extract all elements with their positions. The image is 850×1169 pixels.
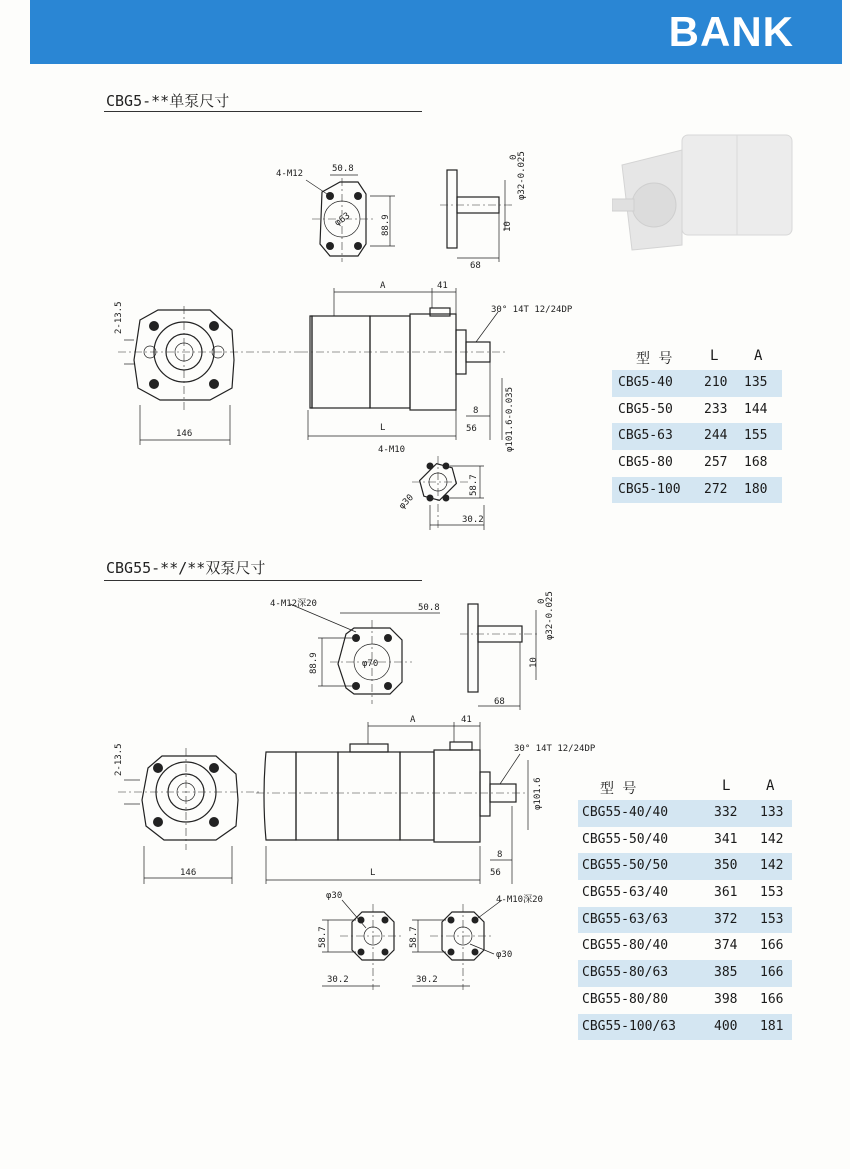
section2-title: CBG55-**/**双泵尺寸 (106, 559, 266, 577)
section1-rule (104, 111, 422, 112)
col-L: L (722, 778, 731, 794)
s2-label-2135: 2-13.5 (114, 743, 124, 776)
col-model: 型 号 (636, 351, 673, 367)
col-A: A (766, 778, 775, 794)
port-view-2a (322, 900, 404, 990)
table-row: CBG5-100 272 180 (612, 477, 782, 504)
s2-label-889: 88.9 (309, 652, 319, 674)
table-row: CBG55-50/40 341 142 (582, 831, 784, 847)
table-header (612, 344, 782, 370)
port-view (412, 456, 484, 530)
s1-label-41: 41 (437, 281, 448, 291)
s1-label-146: 146 (176, 429, 193, 439)
s1-label-889: 88.9 (381, 214, 391, 236)
s1-label-A: A (380, 281, 386, 291)
s2-label-4m10: 4-M10深20 (496, 895, 543, 905)
s2-label-phi30b: φ30 (496, 950, 513, 960)
s2-label-41: 41 (461, 715, 472, 725)
cbg5-spec-table (612, 344, 782, 503)
s2-label-587a: 58.7 (318, 926, 328, 948)
s2-label-302a: 30.2 (327, 975, 349, 985)
s1-label-L: L (380, 423, 386, 433)
s2-label-302b: 30.2 (416, 975, 438, 985)
s2-label-10: 10 (529, 657, 539, 668)
pump-side-view (300, 288, 505, 440)
table-row: CBG55-63/63 372 153 (578, 907, 792, 934)
s1-label-2135: 2-13.5 (114, 301, 124, 334)
s1-label-4m10: 4-M10 (378, 445, 406, 455)
s1-label-phi63: φ63 (333, 210, 353, 229)
s1-label-4m12: 4-M12 (276, 169, 304, 179)
s2-label-4m12: 4-M12深20 (270, 599, 317, 609)
pump-front-view (118, 306, 300, 445)
section1-title: CBG5-**单泵尺寸 (106, 92, 230, 110)
table-row: CBG55-40/40 332 133 (578, 800, 792, 827)
s2-label-587b: 58.7 (409, 926, 419, 948)
col-L: L (710, 348, 719, 364)
s2-label-phi70: φ70 (362, 659, 379, 669)
pump-side-view-2 (256, 722, 528, 884)
s2-label-56: 56 (490, 868, 501, 878)
s1-label-56: 56 (466, 424, 477, 434)
s2-label-shaft: φ32-0.025 (545, 591, 555, 640)
s2-label-spline: 30° 14T 12/24DP (514, 744, 596, 754)
pump-front-view-2 (118, 748, 260, 884)
s1-label-shaft-tol: 0 (509, 154, 519, 160)
s2-label-L: L (370, 868, 376, 878)
table-row: CBG5-80 257 168 (618, 455, 768, 471)
s1-label-8: 8 (473, 406, 479, 416)
table-row: CBG55-100/63 400 181 (578, 1014, 792, 1041)
pump-photo (612, 125, 800, 255)
s2-label-shaft-tol: 0 (537, 598, 547, 604)
port-view-2b (412, 900, 502, 990)
col-A: A (754, 348, 763, 364)
table-row: CBG55-50/50 350 142 (578, 853, 792, 880)
s2-label-phi30a: φ30 (326, 891, 343, 901)
cbg55-spec-table (578, 774, 792, 1040)
s1-label-phi30: φ30 (397, 492, 416, 512)
table-row: CBG5-50 233 144 (618, 401, 768, 417)
table-row: CBG55-63/40 361 153 (582, 885, 784, 901)
s2-label-pilot: φ101.6 (533, 777, 543, 810)
flange-top-view (306, 175, 395, 262)
s1-label-508: 50.8 (332, 164, 354, 174)
table-row: CBG5-40 210 135 (612, 370, 782, 397)
s1-label-pilot: φ101.6-0.035 (505, 386, 515, 452)
col-model: 型 号 (600, 781, 637, 797)
flange-top-view-2 (290, 604, 440, 704)
flange-side-view (440, 170, 512, 262)
s2-label-8: 8 (497, 850, 503, 860)
s1-label-68: 68 (470, 261, 481, 271)
table-row: CBG55-80/63 385 166 (578, 960, 792, 987)
s2-label-508: 50.8 (418, 603, 440, 613)
brand-logo: BANK (668, 8, 794, 55)
s2-label-68: 68 (494, 697, 505, 707)
s1-label-10: 10 (503, 221, 513, 232)
s1-label-302: 30.2 (462, 515, 484, 525)
s1-label-587: 58.7 (469, 474, 479, 496)
flange-side-view-2 (460, 604, 540, 710)
s1-label-shaft: φ32-0.025 (517, 151, 527, 200)
table-header (578, 774, 792, 800)
table-row: CBG5-63 244 155 (612, 423, 782, 450)
s2-label-146: 146 (180, 868, 197, 878)
table-row: CBG55-80/40 374 166 (582, 938, 784, 954)
s1-label-spline: 30° 14T 12/24DP (491, 305, 573, 315)
s2-label-A: A (410, 715, 416, 725)
header-bar (30, 0, 842, 64)
table-row: CBG55-80/80 398 166 (582, 991, 784, 1007)
section2-rule (104, 580, 422, 581)
